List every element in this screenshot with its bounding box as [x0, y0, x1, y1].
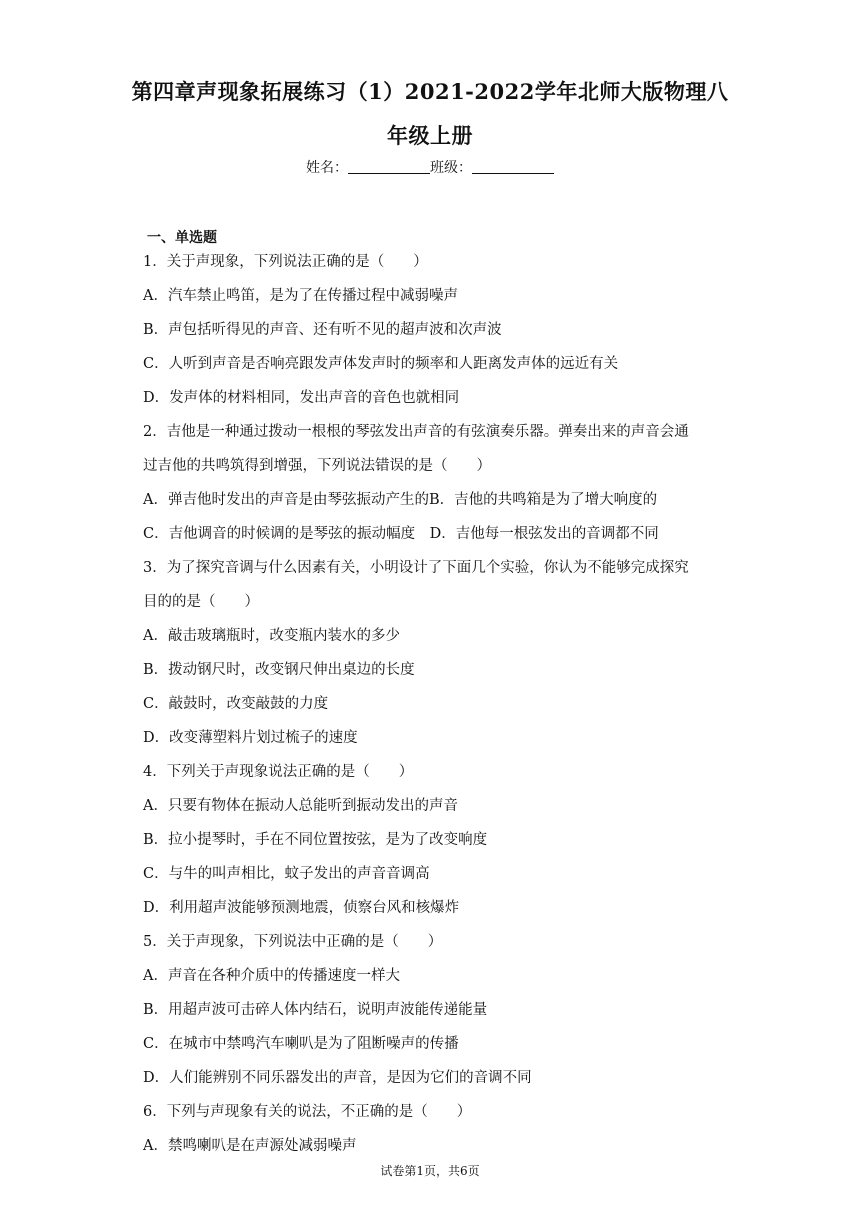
option-line: B．用超声波可击碎人体内结石，说明声波能传递能量: [143, 1002, 488, 1018]
document-title-line-2: 年级上册: [387, 123, 473, 148]
option-line: A．弹吉他时发出的声音是由琴弦振动产生的B．吉他的共鸣箱是为了增大响度的: [143, 492, 658, 508]
option-line: D．利用超声波能够预测地震，侦察台风和核爆炸: [143, 900, 460, 916]
option-line: D．人们能辨别不同乐器发出的声音，是因为它们的音调不同: [143, 1070, 532, 1086]
option-line: A．只要有物体在振动人总能听到振动发出的声音: [143, 798, 458, 814]
page-footer: 试卷第1页，共6页: [380, 1164, 480, 1178]
option-line: C．吉他调音的时候调的是琴弦的振动幅度 D．吉他每一根弦发出的音调都不同: [143, 526, 659, 542]
option-line: B．声包括听得见的声音、还有听不见的超声波和次声波: [143, 322, 502, 338]
question-line: 过吉他的共鸣筑得到增强，下列说法错误的是（ ）: [143, 458, 491, 474]
option-line: C．人听到声音是否响亮跟发声体发声时的频率和人距离发声体的远近有关: [143, 356, 619, 372]
class-blank: [472, 159, 554, 174]
option-line: D．改变薄塑料片划过梳子的速度: [143, 730, 358, 746]
option-line: A．禁鸣喇叭是在声源处减弱噪声: [143, 1138, 357, 1154]
option-line: A．敲击玻璃瓶时，改变瓶内装水的多少: [143, 628, 400, 644]
question-line: 6．下列与声现象有关的说法，不正确的是（ ）: [143, 1104, 472, 1120]
question-line: 5．关于声现象，下列说法中正确的是（ ）: [143, 934, 443, 950]
option-line: D．发声体的材料相同，发出声音的音色也就相同: [143, 390, 460, 406]
question-line: 1．关于声现象，下列说法正确的是（ ）: [143, 254, 428, 270]
option-line: C．与牛的叫声相比，蚊子发出的声音音调高: [143, 866, 430, 882]
question-line: 4．下列关于声现象说法正确的是（ ）: [143, 764, 414, 780]
document-title-line-1: 第四章声现象拓展练习（1）2021-2022学年北师大版物理八: [131, 79, 729, 104]
option-line: A．汽车禁止鸣笛，是为了在传播过程中减弱噪声: [143, 288, 458, 304]
option-line: C．敲鼓时，改变敲鼓的力度: [143, 696, 329, 712]
option-line: C．在城市中禁鸣汽车喇叭是为了阻断噪声的传播: [143, 1036, 459, 1052]
option-line: B．拉小提琴时，手在不同位置按弦，是为了改变响度: [143, 832, 488, 848]
option-line: A．声音在各种介质中的传播速度一样大: [143, 968, 400, 984]
question-line: 目的的是（ ）: [143, 594, 259, 610]
question-line: 3．为了探究音调与什么因素有关，小明设计了下面几个实验，你认为不能够完成探究: [143, 560, 689, 576]
class-label: 班级：: [430, 160, 472, 176]
option-line: B．拨动钢尺时，改变钢尺伸出桌边的长度: [143, 662, 415, 678]
name-label: 姓名：: [306, 160, 348, 176]
question-line: 2．吉他是一种通过拨动一根根的琴弦发出声音的有弦演奏乐器。弹奏出来的声音会通: [143, 424, 689, 440]
name-blank: [348, 159, 430, 174]
section-heading: 一、单选题: [147, 230, 217, 246]
student-info-line: [0, 157, 860, 177]
